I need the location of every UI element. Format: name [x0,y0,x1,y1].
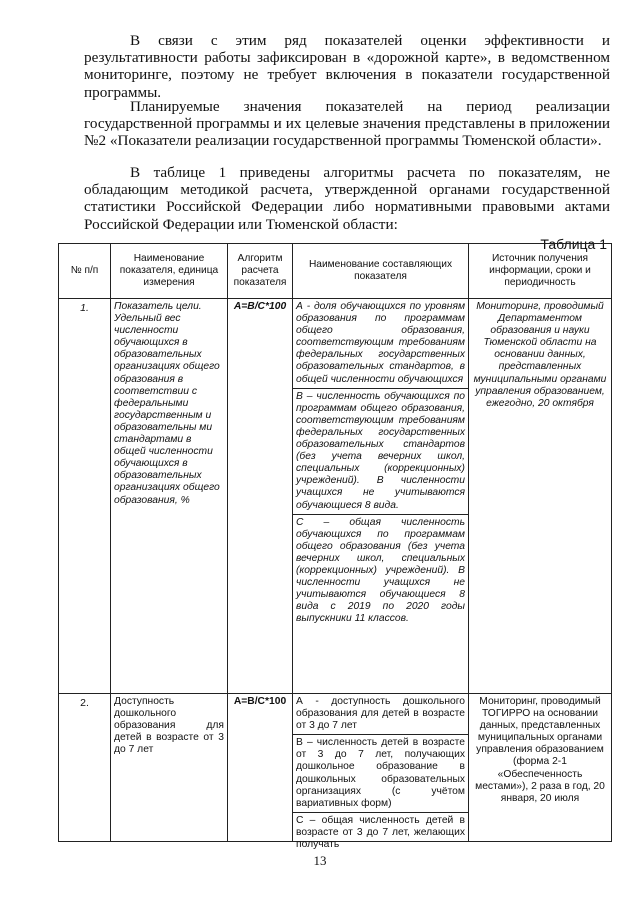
header-components: Наименование составляющих показателя [293,244,469,299]
header-source: Источник получения информации, сроки и периодичность [469,244,612,299]
row-1-component-a: А - доля обучающихся по уровням образования по программам общего образования, соответствующим требованиям федеральных государственных образовательных стандартов, в общей численности обучающихся [293,299,468,389]
row-2-name: Доступность дошкольного образования для детей в возрасте от 3 до 7 лет [111,694,228,842]
row-1-component-b: В – численность обучающихся по программам общего образования, соответствующим требованиям федеральных государственных образовательных стандартов (без учета вечерних школ, специальных (коррекционных) учреждений). В численности учащихся не учитываются обучающиеся 8 вида. [293,389,468,515]
header-num: № п/п [59,244,111,299]
row-2-component-a: А - доступность дошкольного образования для детей в возрасте от 3 до 7 лет [293,694,468,735]
header-name: Наименование показателя, единица измерения [111,244,228,299]
page-number: 13 [313,853,327,868]
paragraph-1: В связи с этим ряд показателей оценки эффективности и результативности работы зафиксирован в «дорожной карте», в ведомственном мониторинге, поэтому не требует включения в показатели государственной программы. [84,32,610,101]
row-2-source: Мониторинг, проводимый ТОГИРРО на основании данных, представленных муниципальных органами управления образованием (форма 2-1 «Обеспеченность местами»), 2 раза в год, 20 января, 20 июля [469,694,612,842]
paragraph-3: В таблице 1 приведены алгоритмы расчета по показателям, не обладающим методикой расчета, утвержденной органами государственной статистики Российской Федерации либо нормативными правовыми актами Российской Федерации или Тюменской области: [84,164,610,233]
row-1-name: Показатель цели. Удельный вес численности обучающихся в образовательных организациях общего образования в соответствии с федеральными государственным и образовательны ми стандартами в общей численности обучающихся в образовательных организациях общего образования, % [111,299,228,694]
row-2-algorithm: А=В/С*100 [228,694,293,842]
row-1-component-c: С – общая численность обучающихся по программам общего образования (без учета вечерних школ, специальных (коррекционных) учреждений). В численности учащихся не учитываются обучающиеся 8 вида с 2019 по 2020 годы выпускники 11 классов. [296,516,465,625]
row-2-component-b: В – численность детей в возрасте от 3 до 7 лет, получающих дошкольное образование в дошкольных образовательных организациях (с учётом вариативных форм) [293,735,468,813]
row-2-component-c: С – общая численность детей в возрасте от 3 до 7 лет, желающих получать [296,814,465,851]
row-2-num: 2. [59,694,111,842]
table-row [59,299,612,694]
header-algorithm: Алгоритм расчета показателя [228,244,293,299]
table-caption: Таблица 1 [540,236,607,252]
table-header-row [59,244,612,299]
indicators-table [58,243,612,851]
row-2-components [293,694,469,851]
table-row [59,694,612,842]
row-1-components [293,299,469,694]
row-1-num: 1. [59,299,111,694]
paragraph-2: Планируемые значения показателей на период реализации государственной программы и их целевые значения представлены в приложении №2 «Показатели реализации государственной программы Тюменской области». [84,98,610,150]
row-1-source: Мониторинг, проводимый Департаментом образования и науки Тюменской области на основании данных, представленных муниципальными органами управления образованием, ежегодно, 20 октября [469,299,612,694]
row-1-algorithm: А=В/С*100 [228,299,293,694]
